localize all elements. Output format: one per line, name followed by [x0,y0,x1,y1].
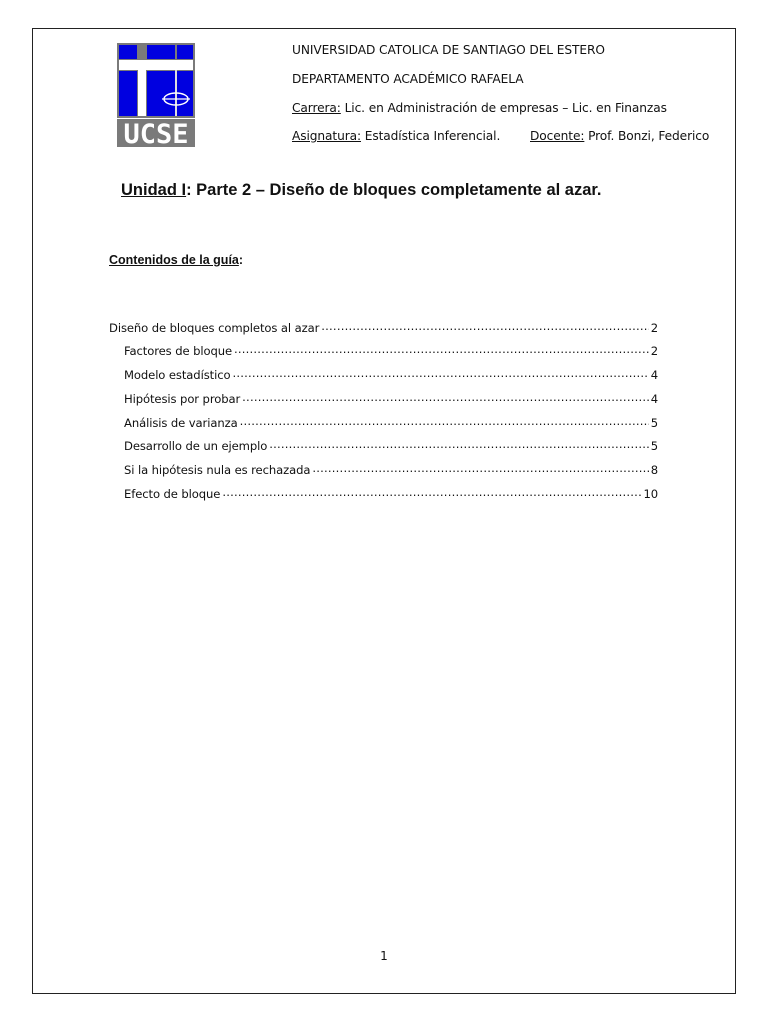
title-unit: Unidad I [121,181,187,199]
toc-entry-label: Hipótesis por probar [124,392,241,406]
page-number: 1 [380,949,388,963]
logo-text: UCSE [123,119,189,148]
toc-entry-page: 4 [650,368,658,382]
toc-entry-page: 8 [650,463,658,477]
toc-entry-page: 2 [650,344,658,358]
toc-entry-page: 4 [650,392,658,406]
toc-entry-page: 10 [643,487,658,501]
toc-entry[interactable] [124,484,658,501]
toc-entry-page: 5 [650,416,658,430]
toc-entry[interactable] [124,389,658,406]
career-label: Carrera: [292,101,341,115]
toc-leader-dots [232,365,648,379]
title-rest: : Parte 2 – Diseño de bloques completamente al azar. [186,181,602,199]
teacher-label: Docente: [530,129,585,143]
toc-entry-page: 2 [650,321,658,335]
toc-entry-label: Efecto de bloque [124,487,221,501]
teacher-line [530,129,709,143]
subject-value: Estadística Inferencial. [361,129,501,143]
toc-entry-label: Modelo estadístico [124,368,231,382]
toc-entry[interactable] [124,365,658,382]
toc-entry-label: Desarrollo de un ejemplo [124,439,268,453]
page-frame [32,28,736,994]
career-value: Lic. en Administración de empresas – Lic. en Finanzas [340,101,667,115]
toc-entry-label: Factores de bloque [124,344,232,358]
toc-entry[interactable] [109,318,658,335]
subject-line [292,129,500,143]
toc-entry-label: Si la hipótesis nula es rechazada [124,463,311,477]
toc-entry-page: 5 [650,439,658,453]
toc-entry[interactable] [124,341,658,358]
toc-leader-dots [312,460,648,474]
toc-leader-dots [234,341,649,355]
toc-leader-dots [269,436,649,450]
teacher-value: Prof. Bonzi, Federico [584,129,710,143]
toc-leader-dots [240,413,649,427]
toc-leader-dots [242,389,649,403]
toc-entry[interactable] [124,436,658,453]
department-name: DEPARTAMENTO ACADÉMICO RAFAELA [292,72,524,86]
contents-heading-label: Contenidos de la guía [109,253,239,267]
contents-heading-colon: : [238,253,244,267]
toc-leader-dots [321,318,648,332]
page-title [121,181,602,200]
career-line [292,101,667,115]
university-name: UNIVERSIDAD CATOLICA DE SANTIAGO DEL ESTERO [292,43,605,57]
toc-entry[interactable] [124,460,658,477]
toc-entry[interactable] [124,413,658,430]
ucse-logo [116,42,196,148]
toc-entry-label: Análisis de varianza [124,416,238,430]
toc-entry-label: Diseño de bloques completos al azar [109,321,320,335]
contents-heading [109,253,243,267]
toc-leader-dots [222,484,641,498]
subject-label: Asignatura: [292,129,361,143]
